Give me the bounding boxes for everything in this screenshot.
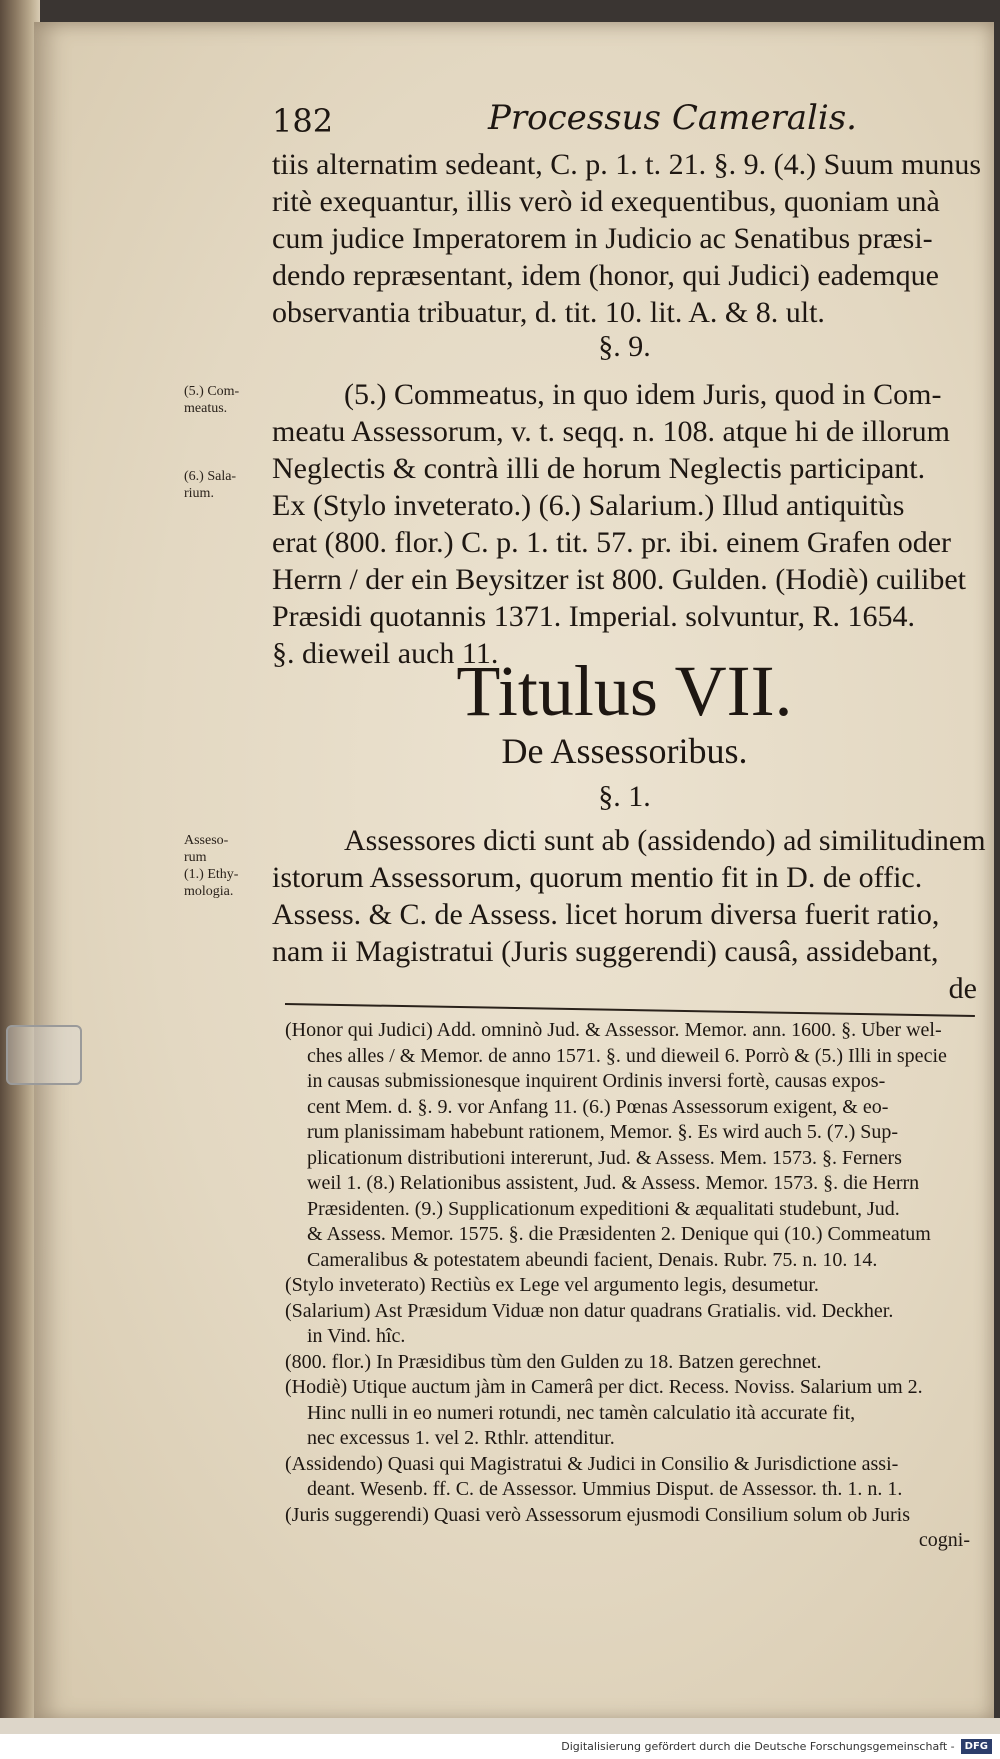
- footnote-line: & Assess. Memor. 1575. §. die Præsidenten 2. Denique qui (10.) Commeatum: [307, 1223, 931, 1245]
- text-line: observantia tribuatur, d. tit. 10. lit. A. & 8. ult.: [272, 296, 825, 329]
- text-line: Assess. & C. de Assess. licet horum diversa fuerit ratio,: [272, 898, 940, 931]
- text-line: §. dieweil auch 11.: [272, 637, 499, 670]
- catchword: de: [948, 972, 977, 1005]
- footnote-line: rum planissimam habebunt rationem, Memor. §. Es wird auch 5. (7.) Sup-: [307, 1121, 899, 1143]
- footnote-line: ches alles / & Memor. de anno 1571. §. und dieweil 6. Porrò & (5.) Illi in specie: [307, 1044, 947, 1067]
- footnote-line: weil 1. (8.) Relationibus assistent, Jud. & Assess. Memor. 1573. §. die Herrn: [307, 1172, 920, 1194]
- page-clip: [6, 1025, 82, 1085]
- paragraph-top: [272, 146, 982, 331]
- text-line: (5.) Commeatus, in quo idem Juris, quod in Com-: [344, 378, 942, 411]
- paragraph-1: [272, 822, 986, 1007]
- margin-line: Asseso-: [184, 833, 229, 848]
- text-line: ritè exequantur, illis verò id exequentibus, quoniam unà: [272, 185, 940, 218]
- margin-line: rum: [184, 850, 207, 865]
- footnotes: [285, 1018, 980, 1554]
- margin-note-commeatus: [184, 383, 274, 417]
- page-number: 182: [272, 102, 334, 140]
- text-line: nam ii Magistratui (Juris suggerendi) causâ, assidebant,: [272, 935, 939, 968]
- footnote-line: Hinc nulli in eo numeri rotundi, nec tamèn calculatio ità accurate fit,: [307, 1401, 856, 1424]
- footnote-line: plicationum distributioni intererunt, Jud. & Assess. Mem. 1573. §. Ferners: [307, 1146, 902, 1169]
- chapter-subtitle: De Assessoribus.: [501, 731, 748, 771]
- margin-line: (5.) Com-: [184, 384, 240, 399]
- margin-note-assessorum: [184, 832, 274, 900]
- footnote-line: (Hodiè) Utique auctum jàm in Camerâ per dict. Recess. Noviss. Salarium um 2.: [285, 1376, 923, 1398]
- text-line: tiis alternatim sedeant, C. p. 1. t. 21. §. 9. (4.) Suum munus: [272, 148, 982, 181]
- text-line: Ex (Stylo inveterato.) (6.) Salarium.) Illud antiquitùs: [272, 489, 905, 522]
- footnote-line: (Assidendo) Quasi qui Magistratui & Judici in Consilio & Jurisdictione assi-: [285, 1452, 899, 1475]
- running-title: Processus Cameralis.: [488, 98, 857, 138]
- dfg-logo: DFG: [961, 1739, 992, 1754]
- text-line: erat (800. flor.) C. p. 1. tit. 57. pr. ibi. einem Grafen oder: [272, 526, 951, 559]
- chapter-title: Titulus VII.: [456, 651, 793, 731]
- margin-note-salarium: [184, 468, 274, 502]
- footnote-line: cent Mem. d. §. 9. vor Anfang 11. (6.) Pœnas Assessorum exigent, & eo-: [307, 1095, 889, 1118]
- footnote-line: (Honor qui Judici) Add. omninò Jud. & Assessor. Memor. ann. 1600. §. Uber wel-: [285, 1019, 942, 1041]
- footnote-line: (Salarium) Ast Præsidum Viduæ non datur quadrans Gratialis. vid. Deckher.: [285, 1299, 894, 1322]
- margin-line: (1.) Ethy-: [184, 867, 239, 882]
- footnote-line: deant. Wesenb. ff. C. de Assessor. Ummius Disput. de Assessor. th. 1. n. 1.: [307, 1478, 903, 1500]
- paragraph-9: [272, 376, 977, 672]
- margin-line: mologia.: [184, 884, 234, 899]
- footnote-line: in Vind. hîc.: [307, 1325, 406, 1347]
- footnote-line: (800. flor.) In Præsidibus tùm den Gulden zu 18. Batzen gerechnet.: [285, 1350, 822, 1373]
- margin-line: rium.: [184, 486, 214, 501]
- footnote-line: Præsidenten. (9.) Supplicationum expeditioni & æqualitati studebunt, Jud.: [307, 1197, 900, 1220]
- text-line: Neglectis & contrà illi de horum Neglectis participant.: [272, 452, 926, 485]
- scan-margin: [0, 1718, 1000, 1734]
- text-line: Præsidi quotannis 1371. Imperial. solvuntur, R. 1654.: [272, 600, 915, 633]
- funding-credit: Digitalisierung gefördert durch die Deutsche Forschungsgemeinschaft -: [561, 1740, 955, 1753]
- margin-line: (6.) Sala-: [184, 469, 237, 484]
- section-mark-9: §. 9.: [598, 330, 651, 363]
- text-line: Herrn / der ein Beysitzer ist 800. Gulden. (Hodiè) cuilibet: [272, 563, 966, 596]
- margin-line: meatus.: [184, 401, 228, 416]
- footnote-line: nec excessus 1. vel 2. Rthlr. attenditur.: [307, 1427, 615, 1449]
- text-line: cum judice Imperatorem in Judicio ac Senatibus præsi-: [272, 222, 933, 255]
- footnote-catchword: cogni-: [918, 1529, 970, 1551]
- text-line: meatu Assessorum, v. t. seqq. n. 108. atque hi de illorum: [272, 415, 950, 448]
- section-mark-1: §. 1.: [598, 780, 651, 813]
- text-line: dendo repræsentant, idem (honor, qui Judici) eademque: [272, 259, 939, 292]
- footnote-line: (Juris suggerendi) Quasi verò Assessorum ejusmodi Consilium solum ob Juris: [285, 1503, 910, 1526]
- text-line: istorum Assessorum, quorum mentio fit in D. de offic.: [272, 861, 923, 894]
- page-header: [272, 98, 972, 148]
- footer-bar: [0, 1734, 1000, 1759]
- text-line: Assessores dicti sunt ab (assidendo) ad similitudinem: [344, 824, 986, 857]
- footnote-line: in causas submissionesque inquirent Ordinis inversi fortè, causas expos-: [307, 1070, 886, 1092]
- footnote-line: Cameralibus & potestatem abeundi facient, Denais. Rubr. 75. n. 10. 14.: [307, 1248, 878, 1271]
- footnote-line: (Stylo inveterato) Rectiùs ex Lege vel argumento legis, desumetur.: [285, 1274, 819, 1296]
